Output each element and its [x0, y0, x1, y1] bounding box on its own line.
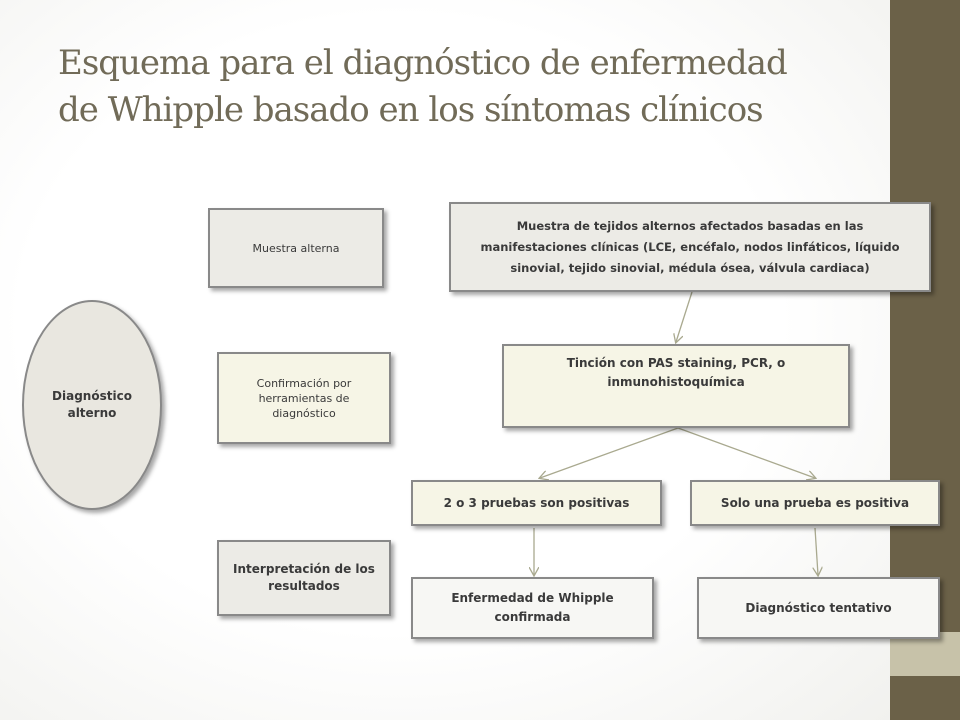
alternate-diagnosis-ellipse: Diagnóstico alterno	[22, 300, 162, 510]
stage-results-interpretation	[217, 540, 391, 616]
title-line-2: de Whipple basado en los síntomas clínicos	[58, 90, 763, 130]
flow-sample-box	[449, 202, 931, 292]
title-line-1: Esquema para el diagnóstico de enfermedad	[58, 43, 787, 83]
slide-title	[58, 40, 858, 134]
flow-tentative-text: Diagnóstico tentativo	[745, 601, 892, 615]
flow-single-positive-box	[690, 480, 940, 526]
flow-confirmed-text: Enfermedad de Whipple confirmada	[451, 591, 614, 624]
stage-alternate-sample-label: Muestra alterna	[252, 241, 340, 255]
flow-tentative-box	[697, 577, 940, 639]
flow-staining-text: Tinción con PAS staining, PCR, o inmunohistoquímica	[566, 356, 786, 389]
flow-multi-positive-box	[411, 480, 662, 526]
stage-alternate-sample	[208, 208, 384, 288]
flow-sample-text: Muestra de tejidos alternos afectados basadas en las manifestaciones clínicas (LCE, encéfalo, nodos linfáticos, líquido sinovial, tejido sinovial, médula ósea, válvula cardiaca)	[480, 218, 900, 275]
flow-confirmed-box	[411, 577, 654, 639]
flow-staining-box	[502, 344, 850, 428]
stage-results-interpretation-label: Interpretación de los resultados	[233, 562, 375, 593]
stage-confirmation-tools-label: Confirmación por herramientas de diagnóstico	[256, 376, 352, 420]
flow-multi-positive-text: 2 o 3 pruebas son positivas	[443, 496, 630, 510]
stage-confirmation-tools	[217, 352, 391, 444]
flow-single-positive-text: Solo una prueba es positiva	[720, 496, 910, 510]
